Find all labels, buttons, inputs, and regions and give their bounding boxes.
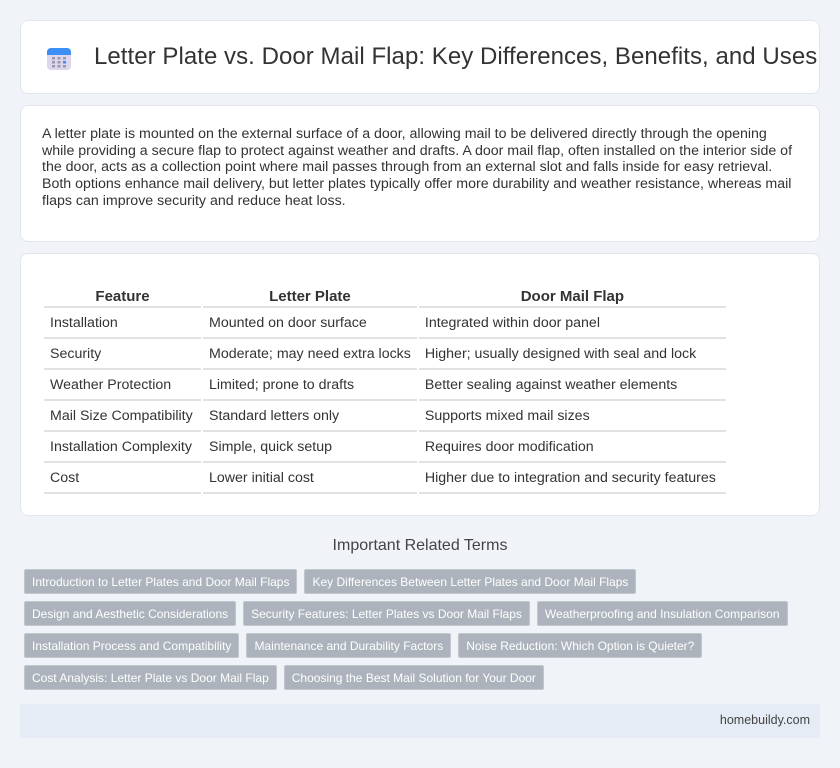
calendar-icon [47,47,71,71]
footer [20,704,820,738]
related-terms-list [24,569,814,690]
feature-cell: Installation [44,308,201,339]
letter-plate-cell: Limited; prone to drafts [203,370,417,401]
column-header-feature: Feature [44,284,201,308]
related-term-tag[interactable]: Choosing the Best Mail Solution for Your Door [284,665,544,690]
letter-plate-cell: Moderate; may need extra locks [203,339,417,370]
table-row [44,401,726,432]
related-term-tag[interactable]: Installation Process and Compatibility [24,633,239,658]
column-header-door-mail-flap: Door Mail Flap [419,284,726,308]
related-term-tag[interactable]: Weatherproofing and Insulation Comparison [537,601,788,626]
header-card [20,20,820,94]
intro-card [20,105,820,242]
related-term-tag[interactable]: Security Features: Letter Plates vs Door Mail Flaps [243,601,530,626]
comparison-table [42,284,728,494]
door-mail-flap-cell: Higher due to integration and security features [419,463,726,494]
letter-plate-cell: Standard letters only [203,401,417,432]
feature-cell: Security [44,339,201,370]
related-terms-heading: Important Related Terms [332,537,508,554]
table-header-row [44,284,726,308]
column-header-letter-plate: Letter Plate [203,284,417,308]
feature-cell: Weather Protection [44,370,201,401]
related-term-tag[interactable]: Introduction to Letter Plates and Door Mail Flaps [24,569,297,594]
letter-plate-cell: Mounted on door surface [203,308,417,339]
related-term-tag[interactable]: Cost Analysis: Letter Plate vs Door Mail Flap [24,665,277,690]
door-mail-flap-cell: Higher; usually designed with seal and lock [419,339,726,370]
feature-cell: Installation Complexity [44,432,201,463]
door-mail-flap-cell: Requires door modification [419,432,726,463]
related-term-tag[interactable]: Key Differences Between Letter Plates and Door Mail Flaps [304,569,636,594]
site-name: homebuildy.com [719,713,810,727]
feature-cell: Mail Size Compatibility [44,401,201,432]
table-row [44,370,726,401]
letter-plate-cell: Simple, quick setup [203,432,417,463]
table-row [44,432,726,463]
table-row [44,339,726,370]
comparison-card [20,253,820,516]
feature-cell: Cost [44,463,201,494]
table-row [44,463,726,494]
intro-paragraph: A letter plate is mounted on the external surface of a door, allowing mail to be delivered directly through the opening while providing a secure flap to protect against weather and drafts. A door mail flap, often installed on the interior side of the door, acts as a collection point where mail passes through from an external slot and falls inside for easy retrieval. Both options enhance mail delivery, but letter plates typically offer more durability and weather resistance, whereas mail flaps can improve security and reduce heat loss. [42,126,793,209]
related-term-tag[interactable]: Design and Aesthetic Considerations [24,601,236,626]
page-title: Letter Plate vs. Door Mail Flap: Key Differences, Benefits, and Uses [94,43,818,70]
door-mail-flap-cell: Better sealing against weather elements [419,370,726,401]
letter-plate-cell: Lower initial cost [203,463,417,494]
related-term-tag[interactable]: Noise Reduction: Which Option is Quieter? [458,633,702,658]
related-term-tag[interactable]: Maintenance and Durability Factors [246,633,451,658]
door-mail-flap-cell: Integrated within door panel [419,308,726,339]
door-mail-flap-cell: Supports mixed mail sizes [419,401,726,432]
table-row [44,308,726,339]
